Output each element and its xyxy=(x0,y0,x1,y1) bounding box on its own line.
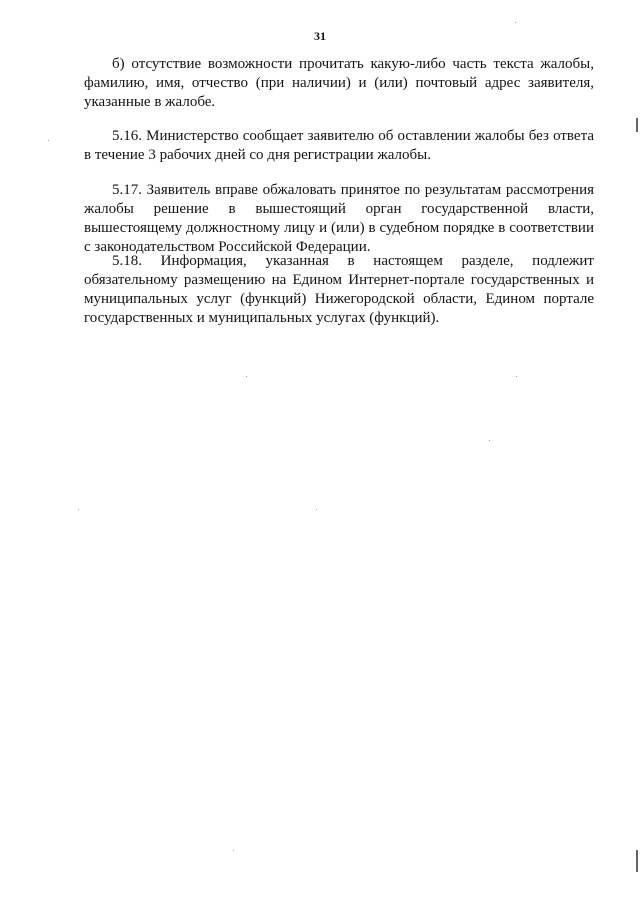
scan-speck xyxy=(515,22,516,23)
scan-speck xyxy=(48,140,49,141)
paragraph-b: б) отсутствие возможности прочитать какую-либо часть текста жалобы, фамилию, имя, отчество (при наличии) и (или) почтовый адрес заявителя, указанные в жалобе. xyxy=(84,56,594,110)
paragraph-5-17: 5.17. Заявитель вправе обжаловать принятое по результатам рассмотрения жалобы решение в вышестоящий орган государственной власти, вышестоящему должностному лицу и (или) в судебном порядке в соответствии с законодательством Российской Федерации. xyxy=(84,182,594,255)
scan-speck xyxy=(78,509,79,510)
scan-edge-mark xyxy=(636,850,638,872)
paragraph-5-16: 5.16. Министерство сообщает заявителю об оставлении жалобы без ответа в течение 3 рабочих дней со дня регистрации жалобы. xyxy=(84,128,594,163)
scan-speck xyxy=(233,850,234,851)
scan-edge-mark xyxy=(636,118,638,132)
scan-speck xyxy=(316,509,317,510)
scan-speck xyxy=(489,440,490,441)
page-number: 31 xyxy=(314,29,326,43)
paragraph-5-18: 5.18. Информация, указанная в настоящем разделе, подлежит обязательному размещению на Едином Интернет-портале государственных и муниципальных услуг (функций) Нижегородской области, Едином портале государственных и муниципальных услугах (функций). xyxy=(84,253,594,326)
scan-speck xyxy=(246,376,247,377)
scan-speck xyxy=(516,376,517,377)
